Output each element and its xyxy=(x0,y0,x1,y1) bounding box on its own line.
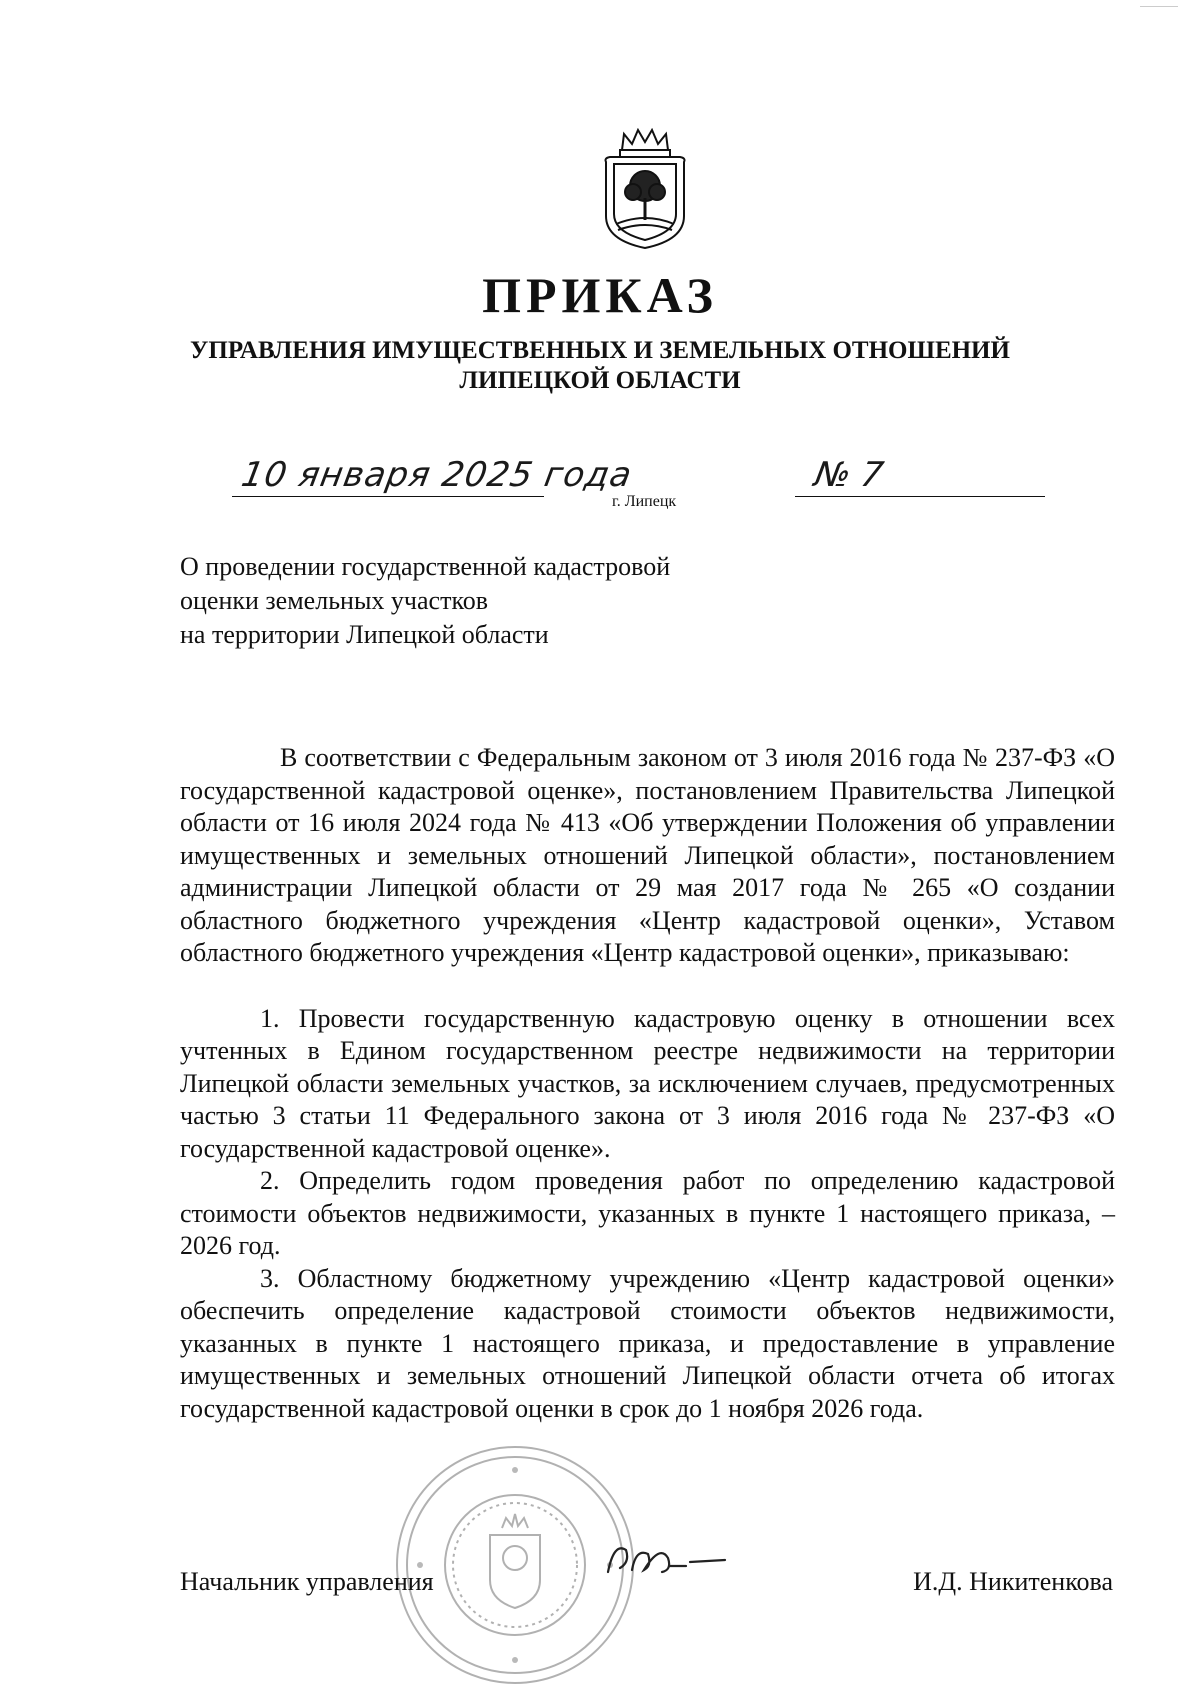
subject-line-1: О проведении государственной кадастровой xyxy=(180,552,671,581)
document-title: ПРИКАЗ xyxy=(482,267,718,323)
date-underline xyxy=(232,496,544,497)
handwritten-signature-icon xyxy=(600,1532,730,1587)
order-item-1: 1. Провести государственную кадастровую оценку в отношении всех учтенных в Едином государственном реестре недвижимости на территории Липецкой области земельных участков, за исключением случаев, предусмотренных частью 3 статьи 11 Федерального закона от 3 июля 2016 года № 237-ФЗ «О государственной кадастровой оценке». xyxy=(180,1003,1115,1163)
scan-corner-mark xyxy=(1140,6,1178,7)
coat-of-arms-icon xyxy=(600,128,690,250)
handwritten-date: 10 января 2025 года xyxy=(238,455,636,495)
order-body xyxy=(180,742,1115,1425)
signatory-name: И.Д. Никитенкова xyxy=(913,1567,1113,1596)
number-underline xyxy=(795,496,1045,497)
signatory-position: Начальник управления xyxy=(180,1567,434,1596)
subject-line-3: на территории Липецкой области xyxy=(180,620,549,649)
subject-line-2: оценки земельных участков xyxy=(180,586,489,615)
order-item-3: 3. Областному бюджетному учреждению «Центр кадастровой оценки» обеспечить определение кадастровой стоимости объектов недвижимости, указанных в пункте 1 настоящего приказа, и предоставление в управление имущественных и земельных отношений Липецкой области отчета об итогах государственной кадастровой оценки в срок до 1 ноября 2026 года. xyxy=(180,1263,1115,1423)
order-item-2: 2. Определить годом проведения работ по определению кадастровой стоимости объектов недвижимости, указанных в пункте 1 настоящего приказа, – 2026 год. xyxy=(180,1166,1115,1260)
handwritten-number: № 7 xyxy=(811,455,887,495)
city-label: г. Липецк xyxy=(612,493,677,510)
authority-line-1: УПРАВЛЕНИЯ ИМУЩЕСТВЕННЫХ И ЗЕМЕЛЬНЫХ ОТНОШЕНИЙ xyxy=(190,337,1010,364)
preamble-paragraph: В соответствии с Федеральным законом от 3 июля 2016 года № 237-ФЗ «О государственной кадастровой оценке», постановлением Правительства Липецкой области от 16 июля 2024 года № 413 «Об утверждении Положения об управлении имущественных и земельных отношений Липецкой области», постановлением администрации Липецкой области от 29 мая 2017 года № 265 «О создании областного бюджетного учреждения «Центр кадастровой оценки», Уставом областного бюджетного учреждения «Центр кадастровой оценки», приказываю: xyxy=(180,743,1115,967)
authority-line-2: ЛИПЕЦКОЙ ОБЛАСТИ xyxy=(459,367,741,394)
issuing-authority xyxy=(0,336,1200,396)
order-subject xyxy=(180,550,800,652)
